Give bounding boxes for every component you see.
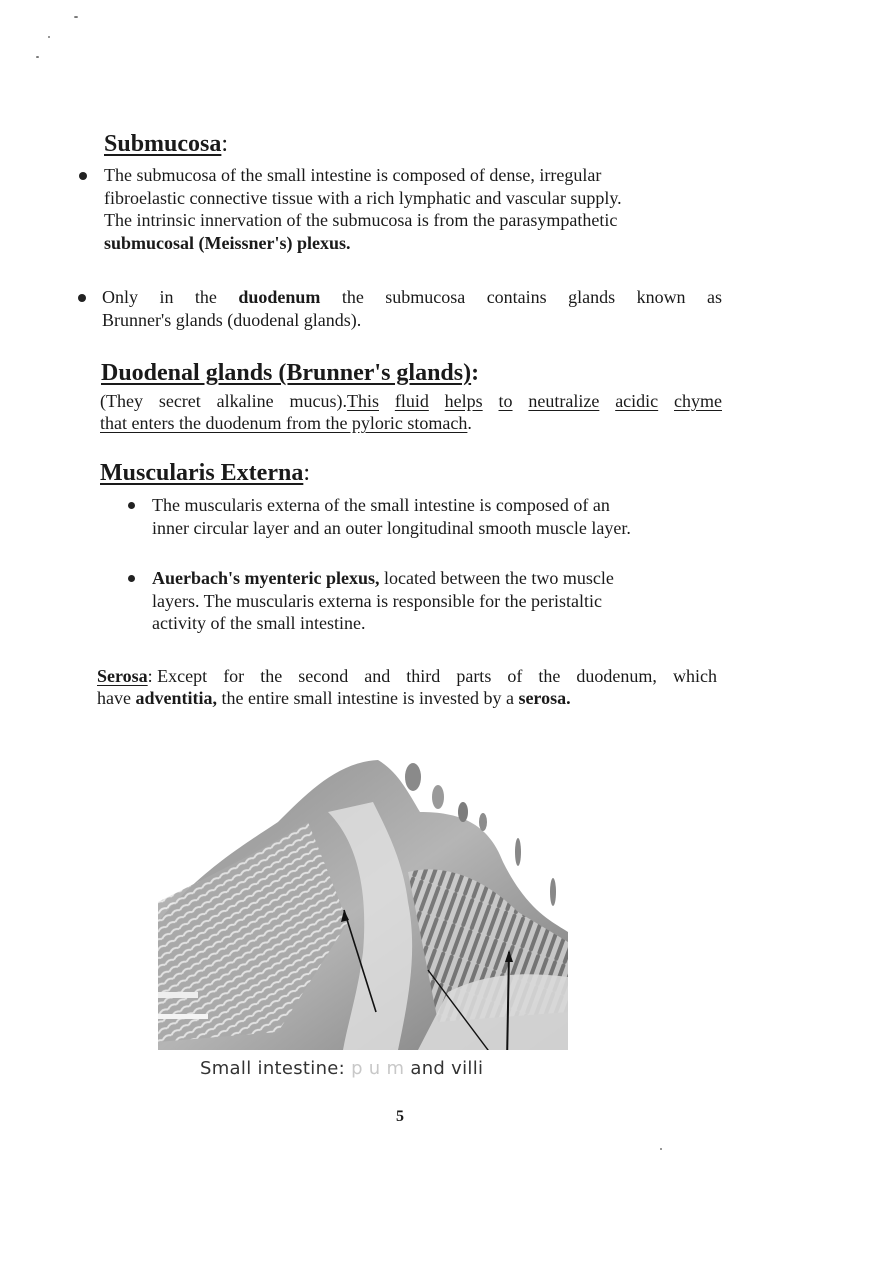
- bullet-dot: [128, 502, 135, 509]
- muscularis-externa-heading: Muscularis Externa:: [100, 460, 310, 486]
- justified-line: Only in the duodenum the submucosa contains glands known as: [102, 287, 722, 307]
- duodenal-glands-paragraph: (They secret alkaline mucus).This fluid helps to neutralize acidic chyme that enters the duodenum from the pyloric stomach.: [100, 391, 722, 433]
- justified-line: (They secret alkaline mucus).This fluid helps to neutralize acidic chyme: [100, 391, 722, 411]
- page-number: 5: [396, 1108, 404, 1125]
- serosa-paragraph: Serosa: Except for the second and third parts of the duodenum, which have adventitia, the entire small intestine is invested by a serosa.: [97, 666, 717, 708]
- submucosa-bullet-2: Only in the duodenum the submucosa contains glands known as Brunner's glands (duodenal glands).: [102, 286, 722, 331]
- justified-line: Serosa: Except for the second and third parts of the duodenum, which: [97, 666, 717, 686]
- muscularis-bullet-1: The muscularis externa of the small intestine is composed of an inner circular layer and an outer longitudinal smooth muscle layer.: [152, 494, 712, 539]
- small-intestine-micrograph: [158, 752, 568, 1050]
- submucosa-bullet-1: The submucosa of the small intestine is composed of dense, irregular fibroelastic connective tissue with a rich lymphatic and vascular supply. The intrinsic innervation of the submucosa is from the parasympathetic submucosal (Meissner's) plexus.: [104, 164, 704, 254]
- bullet-dot: [78, 294, 86, 302]
- duodenal-glands-heading: Duodenal glands (Brunner's glands):: [101, 360, 480, 386]
- muscularis-bullet-2: Auerbach's myenteric plexus, located between the two muscle layers. The muscularis externa is responsible for the peristaltic activity of the small intestine.: [152, 567, 712, 635]
- bullet-dot: [79, 172, 87, 180]
- bullet-dot: [128, 575, 135, 582]
- submucosa-heading: Submucosa:: [104, 131, 229, 157]
- figure-caption: Small intestine: p u m and villi: [200, 1058, 484, 1079]
